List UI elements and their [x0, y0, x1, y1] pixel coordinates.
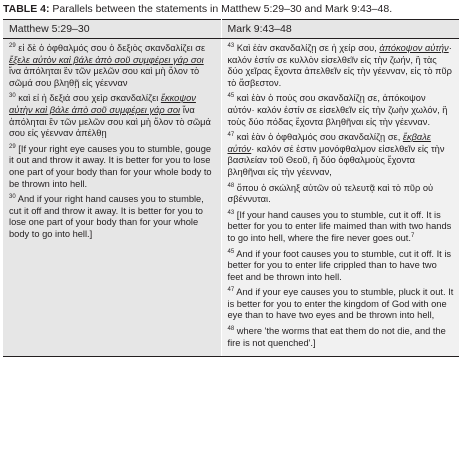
- verse-text: καὶ ἐὰν ὁ ὀφθαλμός σου σκανδαλίζῃ σε,: [236, 132, 403, 143]
- verse-text: where 'the worms that eat them do not die, and the fire is not quenched'.]: [227, 326, 446, 348]
- verse-text: And if your eye causes you to stumble, pluck it out. It is better for you to enter the kingdom of God with one eye than to have two eyes and be thrown into hell,: [227, 287, 454, 321]
- verse-text: And if your right hand causes you to stumble, cut it off and throw it away. It is better for you to lose one part of your body than for your whole body to go into hell.]: [9, 194, 204, 239]
- verse: [228, 93, 455, 128]
- verse: [9, 144, 216, 190]
- matthew-column-cell: [3, 39, 221, 357]
- verse-number: 47: [227, 287, 235, 294]
- verse-text: [If your hand causes you to stumble, cut it off. It is better for you to enter life maimed than with two hands to go into hell, where the fire never goes out.: [227, 209, 452, 243]
- table-caption-label: TABLE 4:: [3, 3, 50, 15]
- verse: [228, 210, 455, 245]
- verse: [228, 326, 455, 349]
- mark-column-cell: [221, 39, 459, 357]
- verse-number: 43: [227, 43, 235, 49]
- verse-text: [If your right eye causes you to stumble, gouge it out and throw it away. It is better for you to lose one part of your body than for your whole body to be thrown into hell.: [9, 143, 212, 189]
- underlined-phrase: ἔξελε αὐτὸν καὶ βάλε ἀπὸ σοῦ συμφέρει γάρ σοι: [9, 54, 204, 65]
- verse-number: 29: [9, 143, 16, 150]
- verse-number: 29: [9, 43, 16, 49]
- table-body-row: [3, 39, 459, 357]
- verse: [228, 43, 455, 89]
- table-header-row: [3, 20, 459, 39]
- verse-number: 45: [227, 248, 235, 255]
- column-header-matthew: Matthew 5:29–30: [3, 20, 221, 39]
- verse-text: ἵνα ἀπόληται ἓν τῶν μελῶν σου καὶ μὴ ὅλον τὸ σῶμά σου βληθῇ εἰς γέενναν: [9, 66, 200, 88]
- underlined-phrase: ἔκκοψον αὐτὴν καὶ βάλε ἀπὸ σοῦ συμφέρει γάρ σοι: [9, 93, 196, 115]
- verse-text: καὶ εἰ ἡ δεξιά σου χεὶρ σκανδαλίζει: [18, 93, 161, 104]
- verse-number: 48: [227, 326, 235, 333]
- verse-text: καὶ ἐὰν ὁ πούς σου σκανδαλίζῃ σε, ἀπόκοψον αὐτόν· καλόν ἐστίν σε εἰσελθεῖν εἰς τὴν ζωὴν χωλόν, ἢ τοὺς δύο πόδας ἔχοντα βληθῆναι εἰς τὴν γέενναν.: [227, 93, 448, 127]
- table-caption-text: Parallels between the statements in Matthew 5:29–30 and Mark 9:43–48.: [49, 3, 393, 15]
- verse-number: 43: [227, 209, 235, 216]
- verse-number: 30: [9, 194, 16, 201]
- column-header-mark: Mark 9:43–48: [221, 20, 459, 39]
- parallels-table: [3, 19, 459, 357]
- mark-verses: [228, 43, 455, 349]
- verse-number: 47: [227, 132, 235, 139]
- verse-text: · καλόν σέ ἐστιν μονόφθαλμον εἰσελθεῖν εἰς τὴν βασιλείαν τοῦ Θεοῦ, ἢ δύο ὀφθαλμοὺς ἔχοντα βληθῆναι εἰς τὴν γέενναν,: [227, 143, 445, 177]
- verse: [228, 183, 455, 206]
- verse: [9, 93, 216, 139]
- verse-text: ἵνα ἀπόληται ἓν τῶν μελῶν σου καὶ μὴ ὅλον τὸ σῶμά σου εἰς γέενναν ἀπέλθῃ: [9, 104, 211, 139]
- table-caption: [3, 3, 459, 16]
- verse-number: 48: [227, 182, 235, 189]
- verse: [228, 287, 455, 322]
- verse: [9, 194, 216, 240]
- verse: [228, 249, 455, 284]
- verse-number: 30: [9, 93, 16, 100]
- verse-text: · καλόν ἐστίν σε κυλλὸν εἰσελθεῖν εἰς τὴν ζωήν, ἢ τὰς δύο χεῖρας ἔχοντα ἀπελθεῖν εἰς τὴν γέενναν, εἰς τὸ πῦρ τὸ ἄσβεστον.: [227, 43, 452, 88]
- footnote-marker: 7: [410, 232, 415, 239]
- verse: [9, 43, 216, 89]
- underlined-phrase: ἀπόκοψον αὐτήν: [379, 43, 449, 53]
- underlined-phrase: ἔκβαλε αὐτόν: [227, 132, 431, 154]
- matthew-verses: [9, 43, 216, 241]
- verse-text: εἰ δὲ ὁ ὀφθαλμός σου ὁ δεξιὸς σκανδαλίζει σε: [18, 43, 206, 53]
- verse-text: ὅπου ὁ σκώληξ αὐτῶν οὐ τελευτᾷ καὶ τὸ πῦρ οὐ σβέννυται.: [227, 182, 434, 205]
- verse-text: Καὶ ἐὰν σκανδαλίζῃ σε ἡ χείρ σου,: [236, 43, 380, 53]
- verse-text: And if your foot causes you to stumble, cut it off. It is better for you to enter life crippled than to have two feet and be thrown into hell.: [227, 248, 452, 282]
- verse-number: 45: [227, 93, 235, 100]
- verse: [228, 132, 455, 178]
